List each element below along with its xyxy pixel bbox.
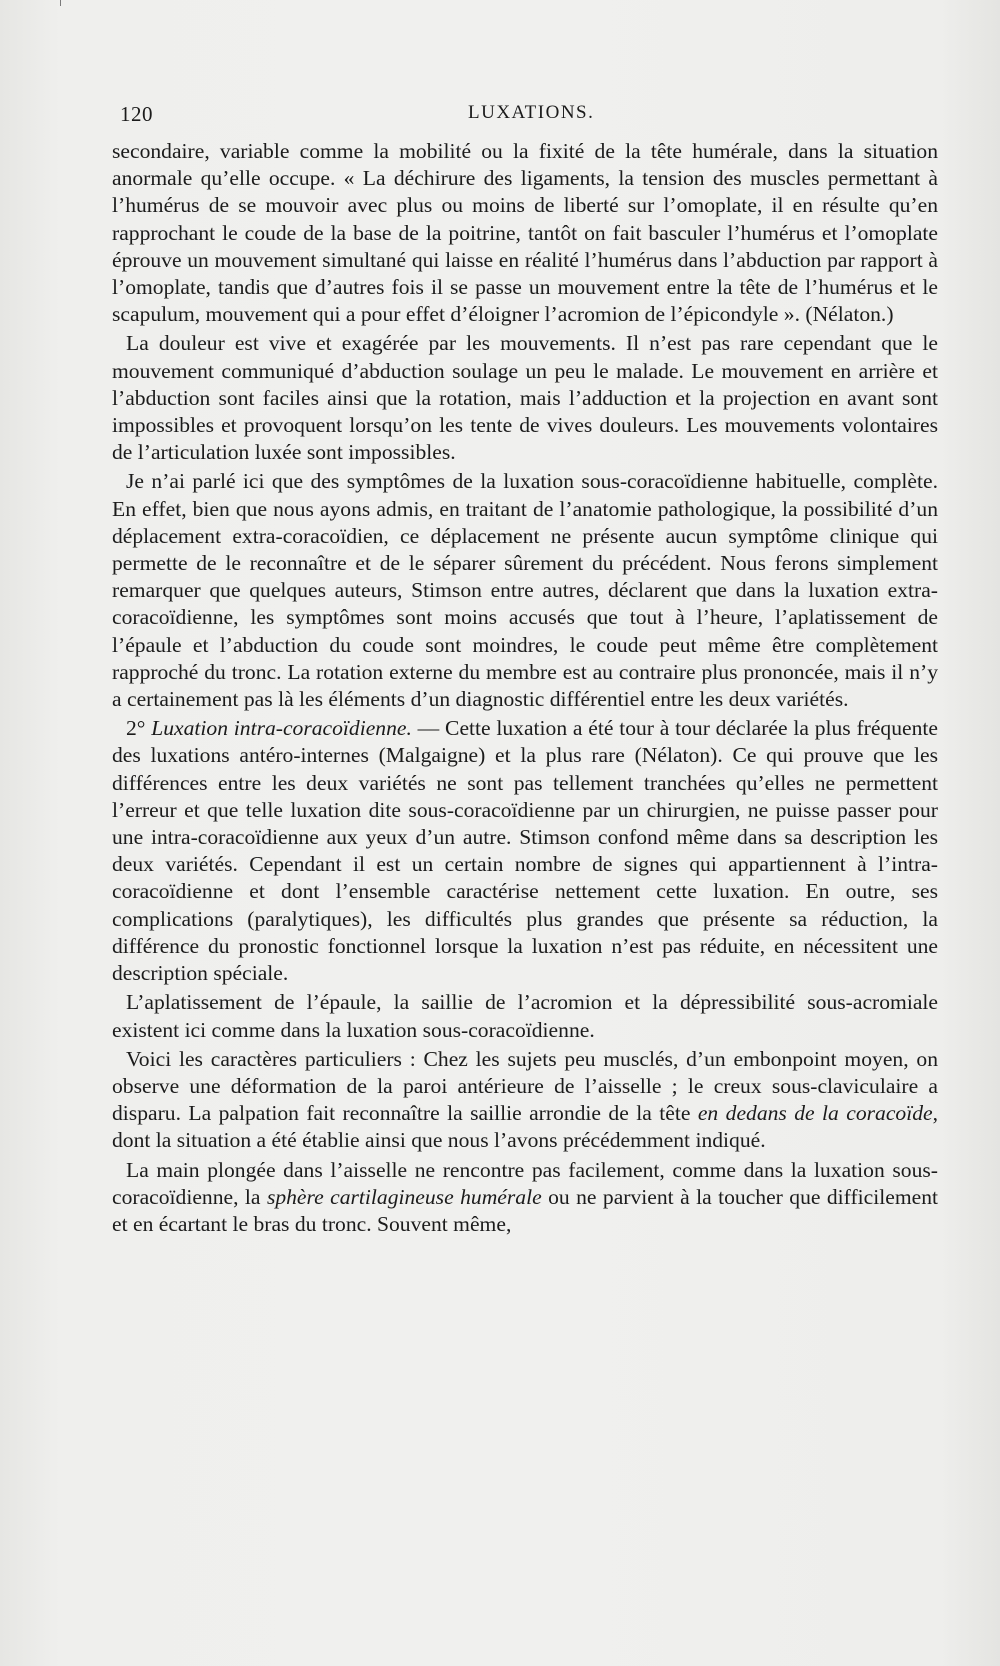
paragraph-4 (112, 715, 938, 987)
page-edge-mark (60, 0, 61, 6)
paragraph-text: Je n’ai parlé ici que des symptômes de la luxation sous-coracoïdienne habituelle, complète. En effet, bien que nous ayons admis, en traitant de l’anatomie pathologique, la possibilité d’un déplacement extra-coracoïdien, ce déplacement ne présente aucun symptôme clinique qui permette de le reconnaître et de le séparer sûrement du précédent. Nous ferons simplement remarquer que quelques auteurs, Stimson entre autres, déclarent que dans la luxation extra-coracoïdienne, les symptômes sont moins accusés que tout à l’heure, l’aplatissement de l’épaule et l’abduction du coude sont moindres, le coude peut même être complètement rapproché du tronc. La rotation externe du membre est au contraire plus prononcée, mais il n’y a certainement pas là les éléments d’un diagnostic différentiel entre les deux variétés. (112, 469, 938, 712)
body-text (112, 138, 938, 1238)
paragraph-7 (112, 1157, 938, 1239)
paragraph-3 (112, 468, 938, 713)
running-head: LUXATIONS. (468, 102, 595, 123)
section-title: Luxation intra-coracoïdienne. (151, 716, 412, 741)
paragraph-text: secondaire, variable comme la mobilité ou la fixité de la tête humérale, dans la situation anormale qu’elle occupe. « La déchirure des ligaments, la tension des muscles permettant à l’humérus de se mouvoir avec plus ou moins de liberté sur l’omoplate, il en résulte qu’en rapprochant le coude de la base de la poitrine, tantôt on fait basculer l’humérus et l’omoplate éprouve un mouvement simultané qui laisse en réalité l’humérus dans l’abduction par rapport à l’omoplate, tandis que d’autres fois il se passe un mouvement entre la tête de l’humérus et le scapulum, mouvement qui a pour effet d’éloigner l’acromion de l’épicondyle ». (Nélaton.) (112, 139, 938, 327)
italic-phrase: en dedans de la coracoïde (697, 1101, 933, 1126)
paragraph-1 (112, 138, 938, 328)
section-number: 2° (126, 716, 146, 741)
italic-phrase: sphère cartilagineuse humérale (266, 1184, 542, 1209)
paragraph-text: La main plongée dans l’aisselle ne rencontre pas facilement, comme dans la luxation sous-coracoïdienne, la (112, 1157, 938, 1209)
paragraph-text: Voici les caractères particuliers : Chez les sujets peu musclés, d’un embonpoint moyen, on observe une déformation de la paroi antérieure de l’aisselle ; le creux sous-claviculaire a disparu. La palpation fait reconnaître la saillie arrondie de la tête (112, 1046, 938, 1126)
paragraph-text: La douleur est vive et exagérée par les mouvements. Il n’est pas rare cependant que le mouvement communiqué d’abduction soulage un peu le malade. Le mouvement en arrière et l’abduction sont faciles ainsi que la rotation, mais l’adduction et la projection en avant sont impossibles et provoquent lorsqu’on les tente de vives douleurs. Les mouvements volontaires de l’articulation luxée sont impossibles. (112, 331, 938, 465)
page-header (120, 102, 940, 132)
page-number: 120 (120, 102, 153, 126)
paragraph-text: , dont la situation a été établie ainsi que nous l’avons précédemment indiqué. (112, 1101, 939, 1153)
paragraph-text: — Cette luxation a été tour à tour déclarée la plus fréquente des luxations antéro-internes (Malgaigne) et la plus rare (Nélaton). Ce qui prouve que les différences entre les deux variétés ne sont pas tellement tranchées qu’elles ne permettent l’erreur et que telle luxation dite sous-coracoïdienne par un chirurgien, ne puisse passer pour une intra-coracoïdienne aux yeux d’un autre. Stimson confond même dans sa description les deux variétés. Cependant il est un certain nombre de signes qui appartiennent à l’intra-coracoïdienne et dont l’ensemble caractérise nettement cette luxation. En outre, ses complications (paralytiques), les difficultés plus grandes que présente sa réduction, la différence du pronostic fonctionnel lorsque la luxation n’est pas réduite, en nécessitent une description spéciale. (112, 716, 938, 986)
paragraph-text: L’aplatissement de l’épaule, la saillie de l’acromion et la dépressibilité sous-acromiale existent ici comme dans la luxation sous-coracoïdienne. (112, 990, 938, 1042)
paragraph-6 (112, 1046, 938, 1155)
paragraph-text: ou ne parvient à la toucher que difficilement et en écartant le bras du tronc. Souvent même, (112, 1184, 939, 1236)
paragraph-2 (112, 330, 938, 466)
paragraph-5 (112, 989, 938, 1043)
